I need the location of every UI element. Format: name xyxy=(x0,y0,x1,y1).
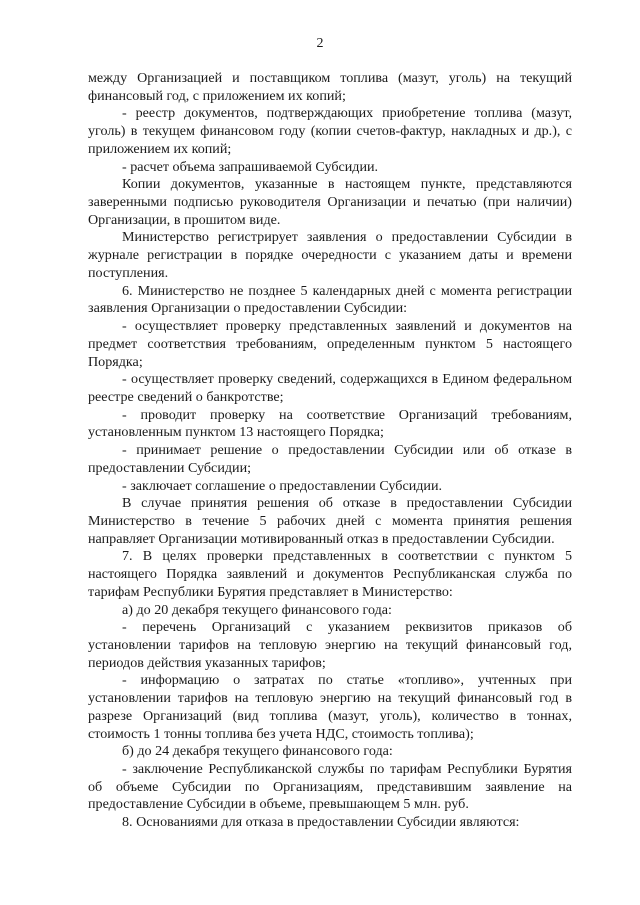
paragraph-17: б) до 24 декабря текущего финансового года: xyxy=(122,743,393,760)
paragraph-7: - осуществляет проверку представленных заявлений и документов на предмет соответствия требованиям, определенным пунктом 5 настоящего Порядка; xyxy=(88,318,572,370)
paragraph-15: - перечень Организаций с указанием реквизитов приказов об установлении тарифов на тепловую энергию на текущий финансовый год, периодов действия указанных тарифов; xyxy=(88,619,572,671)
paragraph-19: 8. Основаниями для отказа в предоставлении Субсидии являются: xyxy=(122,814,520,831)
paragraph-10: - принимает решение о предоставлении Субсидии или об отказе в предоставлении Субсидии; xyxy=(88,442,572,476)
paragraph-12: В случае принятия решения об отказе в предоставлении Субсидии Министерство в течение 5 рабочих дней с момента принятия решения направляет Организации мотивированный отказ в предоставлении Субсидии. xyxy=(88,495,572,547)
paragraph-11: - заключает соглашение о предоставлении Субсидии. xyxy=(122,477,443,494)
paragraph-9: - проводит проверку на соответствие Организаций требованиям, установленным пунктом 13 настоящего Порядка; xyxy=(88,406,572,441)
paragraph-1: между Организацией и поставщиком топлива (мазут, уголь) на текущий финансовый год, с приложением их копий; xyxy=(88,70,572,104)
document-body xyxy=(88,70,572,832)
paragraph-18: - заключение Республиканской службы по тарифам Республики Бурятия об объеме Субсидии по Организациям, представившим заявление на предоставление Субсидии в объеме, превышающем 5 млн. руб. xyxy=(88,761,572,813)
paragraph-13: 7. В целях проверки представленных в соответствии с пунктом 5 настоящего Порядка заявлений и документов Республиканская служба по тарифам Республики Бурятия представляет в Министерство: xyxy=(88,548,572,600)
paragraph-3: - расчет объема запрашиваемой Субсидии. xyxy=(122,158,379,175)
paragraph-16: - информацию о затратах по статье «топливо», учтенных при установлении тарифов на тепловую энергию на текущий финансовый год в разрезе Организаций (вид топлива (мазут, уголь), количество в тоннах, стоимость 1 тонны топлива без учета НДС, стоимость топлива); xyxy=(88,672,572,742)
paragraph-6: 6. Министерство не позднее 5 календарных дней с момента регистрации заявления Организации о предоставлении Субсидии: xyxy=(88,282,572,317)
paragraph-14: а) до 20 декабря текущего финансового года: xyxy=(122,601,392,618)
paragraph-4: Копии документов, указанные в настоящем пункте, представляются заверенными подписью руководителя Организации и печатью (при наличии) Организации, в прошитом виде. xyxy=(88,176,572,228)
page-number: 2 xyxy=(316,36,324,51)
paragraph-5: Министерство регистрирует заявления о предоставлении Субсидии в журнале регистрации в порядке очередности с указанием даты и времени поступления. xyxy=(88,229,572,281)
paragraph-2: - реестр документов, подтверждающих приобретение топлива (мазут, уголь) в текущем финансовом году (копии счетов-фактур, накладных и др.), с приложением их копий; xyxy=(88,105,572,157)
paragraph-8: - осуществляет проверку сведений, содержащихся в Едином федеральном реестре сведений о банкротстве; xyxy=(88,371,572,405)
